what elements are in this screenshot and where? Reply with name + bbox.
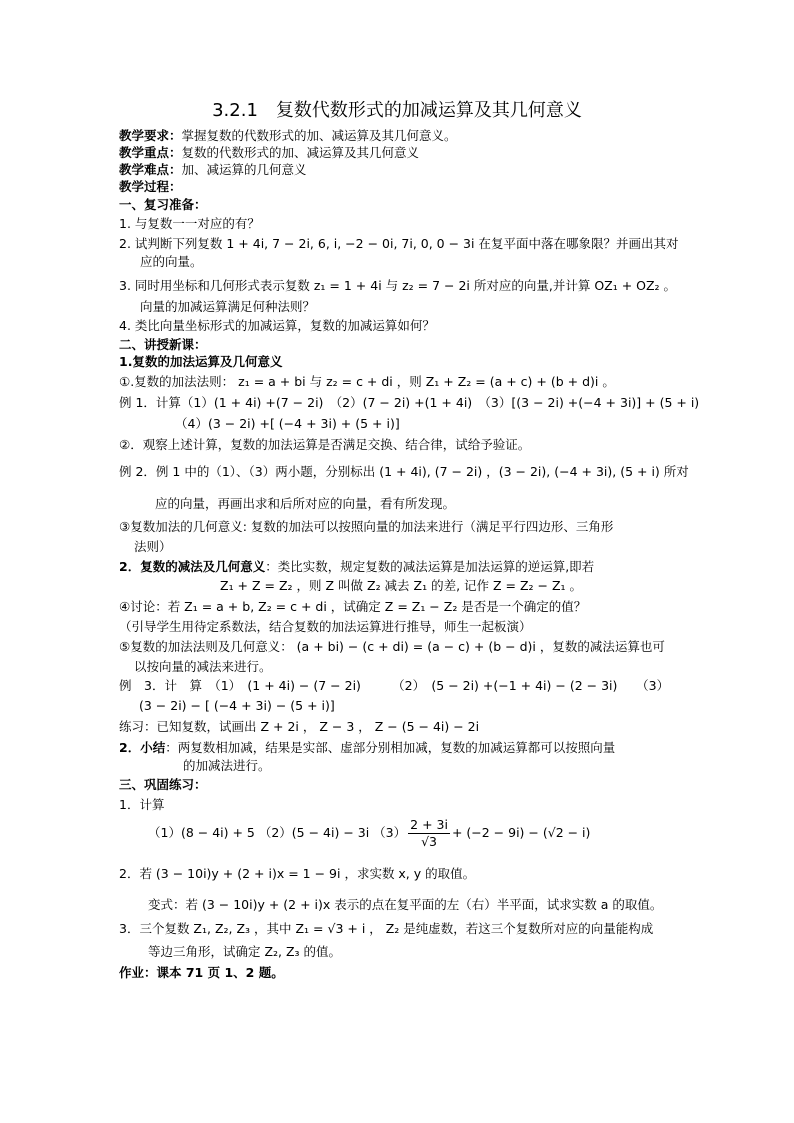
exercise-1-expression: [148, 816, 590, 850]
exercise-2-variant: 变式：若 (3 − 10i)y + (2 + i)x 表示的点在复平面的左（右）半平面，试求实数 a 的取值。: [148, 897, 663, 912]
practice: 练习：已知复数，试画出 Z + 2i ， Z − 3 ， Z − (5 − 4i) − 2i: [119, 719, 480, 734]
subtraction-rule-cont: 以按向量的减法来进行。: [134, 659, 272, 674]
fraction-numerator: 2 + 3i: [410, 817, 448, 832]
difficulty-text: 加、减运算的几何意义: [181, 162, 307, 177]
section-new-lesson-heading: 二、讲授新课：: [119, 337, 207, 352]
observation: ②．观察上述计算，复数的加法运算是否满足交换、结合律，试给予验证。: [119, 437, 531, 452]
exercise-3-cont: 等边三角形，试确定 Z₂, Z₃ 的值。: [148, 944, 342, 959]
fraction-denominator: √3: [421, 834, 437, 849]
exercise-3: 3．三个复数 Z₁, Z₂, Z₃ ，其中 Z₁ = √3 + i ， Z₂ 是纯虚数，若这三个复数所对应的向量能构成: [119, 921, 654, 936]
example-2-cont: 应的向量，再画出求和后所对应的向量，看有所发现。: [155, 496, 456, 511]
exercise-1-expr-end: + (−2 − 9i) − (√2 − i): [451, 825, 591, 840]
summary: [119, 740, 615, 756]
homework: 作业：课本 71 页 1、2 题。: [119, 965, 284, 980]
focus-label: 教学重点：: [119, 145, 182, 160]
example-2: 例 2．例 1 中的（1）、（3）两小题，分别标出 (1 + 4i), (7 − 2i) ，(3 − 2i), (−4 + 3i), (5 + i) 所对: [119, 464, 689, 479]
summary-cont: 的加减法进行。: [183, 758, 271, 773]
teaching-difficulty: [119, 162, 307, 178]
exercise-2: 2．若 (3 − 10i)y + (2 + i)x = 1 − 9i ，求实数 x, y 的取值。: [119, 866, 476, 881]
teaching-requirement: [119, 128, 457, 144]
example-1-part-4: （4）(3 − 2i) +[ (−4 + 3i) + (5 + i)]: [175, 416, 400, 431]
discussion: ④讨论：若 Z₁ = a + b, Z₂ = c + di ，试确定 Z = Z₁ − Z₂ 是否是一个确定的值？: [119, 599, 587, 614]
review-question-3: 3. 同时用坐标和几何形式表示复数 z₁ = 1 + 4i 与 z₂ = 7 − 2i 所对应的向量,并计算 OZ₁ + OZ₂ 。: [119, 278, 677, 293]
requirement-label: 教学要求：: [119, 128, 182, 143]
review-question-2: 2. 试判断下列复数 1 + 4i, 7 − 2i, 6, i, −2 − 0i, 7i, 0, 0 − 3i 在复平面中落在哪象限？并画出其对: [119, 236, 679, 251]
subtraction-definition: Z₁ + Z = Z₂ ，则 Z 叫做 Z₂ 减去 Z₁ 的差, 记作 Z = Z₂ − Z₁ 。: [220, 578, 583, 593]
review-question-3-cont: 向量的加减运算满足何种法则？: [140, 299, 316, 314]
section-review-heading: 一、复习准备：: [119, 197, 207, 212]
difficulty-label: 教学难点：: [119, 162, 182, 177]
page-title: 3.2.1 复数代数形式的加减运算及其几何意义: [212, 100, 582, 121]
focus-text: 复数的代数形式的加、减运算及其几何意义: [181, 145, 420, 160]
summary-label: 2．小结: [119, 740, 166, 755]
example-3-part-3: (3 − 2i) − [ (−4 + 3i) − (5 + i)]: [139, 698, 335, 713]
subtraction-rule: ⑤复数的加法法则及几何意义： (a + bi) − (c + di) = (a − c) + (b − d)i ，复数的减法运算也可: [119, 639, 665, 654]
section-consolidation-heading: 三、巩固练习：: [119, 777, 207, 792]
example-3: 例 3．计 算 （1） (1 + 4i) − (7 − 2i) （2） (5 − 2i) +(−1 + 4i) − (2 − 3i) （3）: [119, 678, 670, 693]
review-question-2-cont: 应的向量。: [140, 254, 203, 269]
addition-geometry: ③复数加法的几何意义: 复数的加法可以按照向量的加法来进行（满足平行四边形、三角形: [119, 519, 614, 534]
addition-rule: ①.复数的加法法则： z₁ = a + bi 与 z₂ = c + di ，则 Z₁ + Z₂ = (a + c) + (b + d)i 。: [119, 374, 615, 389]
subtraction-text: ：类比实数，规定复数的减法运算是加法运算的逆运算,即若: [265, 559, 595, 574]
summary-text: ：两复数相加减，结果是实部、虚部分别相加减，复数的加减运算都可以按照向量: [165, 740, 616, 755]
addition-heading: 1.复数的加法运算及几何意义: [119, 354, 283, 369]
teaching-focus: [119, 145, 419, 161]
subtraction-heading: 2．复数的减法及几何意义: [119, 559, 266, 574]
addition-geometry-cont: 法则）: [134, 539, 172, 554]
fraction: [408, 817, 450, 850]
teaching-process-heading: 教学过程：: [119, 179, 182, 194]
requirement-text: 掌握复数的代数形式的加、减运算及其几何意义。: [181, 128, 457, 143]
exercise-1: 1．计算: [119, 797, 165, 812]
review-question-4: 4. 类比向量坐标形式的加减运算，复数的加减运算如何？: [119, 318, 435, 333]
discussion-note: （引导学生用待定系数法，结合复数的加法运算进行推导，师生一起板演）: [119, 619, 532, 634]
review-question-1: 1. 与复数一一对应的有？: [119, 216, 260, 231]
exercise-1-expr-start: （1）(8 − 4i) + 5 （2）(5 − 4i) − 3i （3）: [148, 825, 407, 840]
subtraction-intro: [119, 559, 594, 575]
example-1: 例 1．计算（1）(1 + 4i) +(7 − 2i) （2）(7 − 2i) +(1 + 4i) （3）[(3 − 2i) +(−4 + 3i)] + (5 + i): [119, 395, 700, 410]
